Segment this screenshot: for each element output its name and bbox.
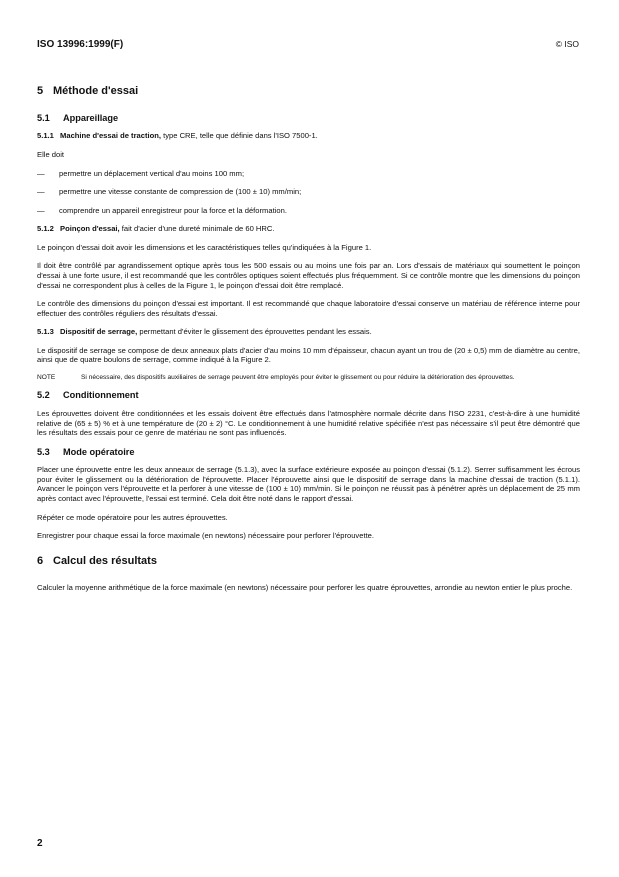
list-item bbox=[37, 187, 580, 197]
list-item-text: permettre une vitesse constante de compression de (100 ± 10) mm/min; bbox=[59, 187, 302, 197]
dash-marker: — bbox=[37, 187, 45, 197]
paragraph: Enregistrer pour chaque essai la force maximale (en newtons) nécessaire pour perforer l'éprouvette. bbox=[37, 531, 375, 541]
paragraph: Les éprouvettes doivent être conditionnées et les essais doivent être effectués dans l'atmosphère normale décrite dans l'ISO 2231, c'est-à-dire à une humidité relative de (65 ± 5) % et à une température de (20 ± 2) °C. Le conditionnement à une humidité relative spécifiée n'est pas nécessaire s'il peut être démontré que les résultats des essais pour ce genre de matériau ne sont pas influencés. bbox=[37, 409, 580, 438]
subsection-title: Appareillage bbox=[63, 112, 119, 123]
section-title: Calcul des résultats bbox=[53, 554, 157, 567]
clause-number: 5.1.3 bbox=[37, 327, 54, 337]
section-5-1-heading bbox=[37, 113, 580, 125]
paragraph: Répéter ce mode opératoire pour les autres éprouvettes. bbox=[37, 512, 228, 522]
note-label: NOTE bbox=[37, 373, 56, 381]
paragraph: Le contrôle des dimensions du poinçon d'essai est important. Il est recommandé que chaque laboratoire d'essai conserve un matériau de référence interne pour effectuer des contrôles réguliers des résultats d'essai. bbox=[37, 299, 580, 318]
note bbox=[37, 374, 580, 383]
dash-marker: — bbox=[37, 205, 45, 215]
clause-title: Machine d'essai de traction, bbox=[60, 131, 161, 141]
list-item-text: permettre un déplacement vertical d'au moins 100 mm; bbox=[59, 168, 245, 178]
paragraph: Calculer la moyenne arithmétique de la force maximale (en newtons) nécessaire pour perforer les quatre éprouvettes, arrondie au newton entier le plus proche. bbox=[37, 582, 573, 592]
list-item-text: comprendre un appareil enregistreur pour la force et la déformation. bbox=[59, 205, 287, 215]
list-item bbox=[37, 206, 580, 216]
page-number: 2 bbox=[37, 838, 43, 849]
section-5-3-heading bbox=[37, 447, 580, 459]
section-6-heading bbox=[37, 555, 580, 569]
section-5-2-heading bbox=[37, 390, 580, 402]
subsection-number: 5.1 bbox=[37, 112, 50, 123]
section-number: 6 bbox=[37, 554, 44, 567]
clause-text: permettant d'éviter le glissement des éprouvettes pendant les essais. bbox=[137, 327, 372, 337]
paragraph: Placer une éprouvette entre les deux anneaux de serrage (5.1.3), avec la surface extérieure exposée au poinçon d'essai (5.1.2). Serrer suffisamment les écrous pour éviter le glissement ou la détérioration de l'éprouvette. Placer l'éprouvette ainsi que le dispositif de serrage dans la machine d'essai de traction (5.1.1). Avancer le poinçon vers l'éprouvette et la perforer à une vitesse de (100 ± 10) mm/min. Si le poinçon ne réussit pas à pénétrer après un déplacement de 25 mm après contact avec l'éprouvette, l'essai est terminé. Cela doit être noté dans le rapport d'essai. bbox=[37, 465, 580, 504]
section-title: Méthode d'essai bbox=[53, 85, 139, 97]
clause-number: 5.1.2 bbox=[37, 224, 54, 234]
clause-title: Dispositif de serrage, bbox=[60, 327, 138, 337]
clause-title: Poinçon d'essai, bbox=[60, 224, 120, 234]
paragraph: Le dispositif de serrage se compose de deux anneaux plats d'acier d'au moins 10 mm d'épaisseur, chacun ayant un trou de (20 ± 0,5) mm de diamètre au centre, ainsi que de quatre boulons de serrage, comme indiqué à la Figure 2. bbox=[37, 345, 580, 365]
subsection-title: Conditionnement bbox=[63, 390, 139, 401]
paragraph: Il doit être contrôlé par agrandissement optique après tous les 500 essais ou au moins une fois par an. Lors d'essais de matériaux qui soumettent le poinçon d'essai à une forte usure, il est recommandé que les contrôles optiques soient effectués plus fréquemment. Si ce contrôle montre que les dimensions du poinçon d'essai ne correspondent plus à celles de la Figure 1, le poinçon d'essai doit être remplacé. bbox=[37, 261, 580, 290]
paragraph: Elle doit bbox=[37, 150, 65, 160]
subsection-number: 5.2 bbox=[37, 390, 50, 401]
document-body bbox=[37, 85, 580, 601]
paragraph: Le poinçon d'essai doit avoir les dimensions et les caractéristiques telles qu'indiquées à la Figure 1. bbox=[37, 242, 372, 252]
clause-text: fait d'acier d'une dureté minimale de 60 HRC. bbox=[119, 224, 275, 234]
clause-text: type CRE, telle que définie dans l'ISO 7500-1. bbox=[161, 131, 318, 141]
note-text: Si nécessaire, des dispositifs auxiliaires de serrage peuvent être employés pour éviter le glissement ou pour réduire la détérioration des éprouvettes. bbox=[81, 373, 515, 381]
copyright-notice: © ISO bbox=[555, 39, 579, 49]
subsection-title: Mode opératoire bbox=[63, 446, 135, 457]
clause-5-1-1 bbox=[37, 131, 580, 141]
dash-marker: — bbox=[37, 168, 45, 178]
list-item bbox=[37, 169, 580, 179]
clause-5-1-2 bbox=[37, 224, 580, 234]
document-id: ISO 13996:1999(F) bbox=[37, 39, 124, 50]
clause-number: 5.1.1 bbox=[37, 131, 54, 141]
section-5-heading bbox=[37, 85, 580, 99]
section-number: 5 bbox=[37, 85, 44, 97]
clause-5-1-3 bbox=[37, 327, 580, 337]
subsection-number: 5.3 bbox=[37, 446, 50, 457]
